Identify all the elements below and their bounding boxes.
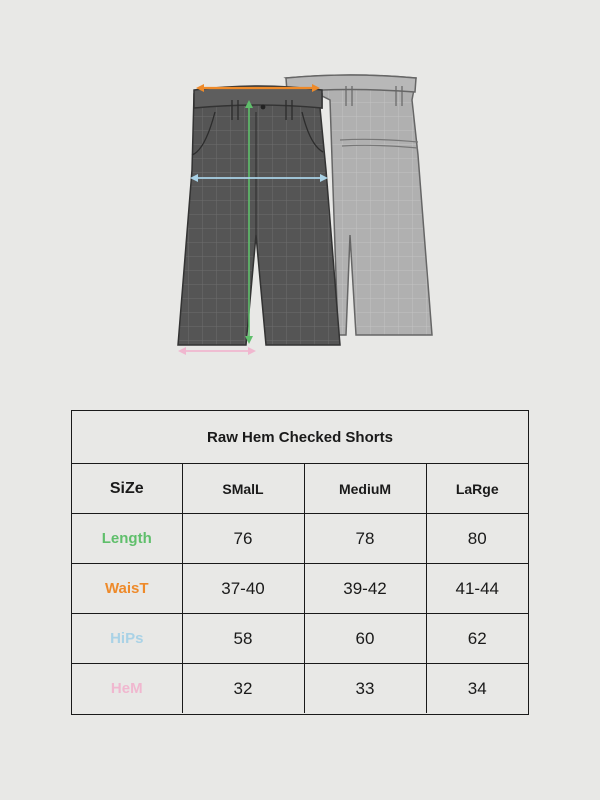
table-row-waist xyxy=(72,564,528,614)
waist-large: 41-44 xyxy=(426,564,528,614)
size-table xyxy=(72,464,528,713)
length-small: 76 xyxy=(182,514,304,564)
waist-medium: 39-42 xyxy=(304,564,426,614)
hem-measure-arrow xyxy=(178,347,256,355)
table-row-hem xyxy=(72,664,528,714)
table-row-length xyxy=(72,514,528,564)
hips-large: 62 xyxy=(426,614,528,664)
chart-title: Raw Hem Checked Shorts xyxy=(72,411,528,464)
hips-small: 58 xyxy=(182,614,304,664)
header-size: SiZe xyxy=(72,464,182,514)
length-medium: 78 xyxy=(304,514,426,564)
shorts-front-view xyxy=(178,86,340,345)
hem-medium: 33 xyxy=(304,664,426,714)
header-large: LaRge xyxy=(426,464,528,514)
hem-small: 32 xyxy=(182,664,304,714)
header-medium: MediuM xyxy=(304,464,426,514)
row-label-hips: HiPs xyxy=(72,614,182,664)
table-header-row xyxy=(72,464,528,514)
row-label-waist: WaisT xyxy=(72,564,182,614)
row-label-length: Length xyxy=(72,514,182,564)
hem-large: 34 xyxy=(426,664,528,714)
table-row-hips xyxy=(72,614,528,664)
size-chart xyxy=(71,410,529,715)
waist-small: 37-40 xyxy=(182,564,304,614)
length-large: 80 xyxy=(426,514,528,564)
shorts-illustration xyxy=(160,60,460,360)
row-label-hem: HeM xyxy=(72,664,182,714)
header-small: SMalL xyxy=(182,464,304,514)
hips-medium: 60 xyxy=(304,614,426,664)
